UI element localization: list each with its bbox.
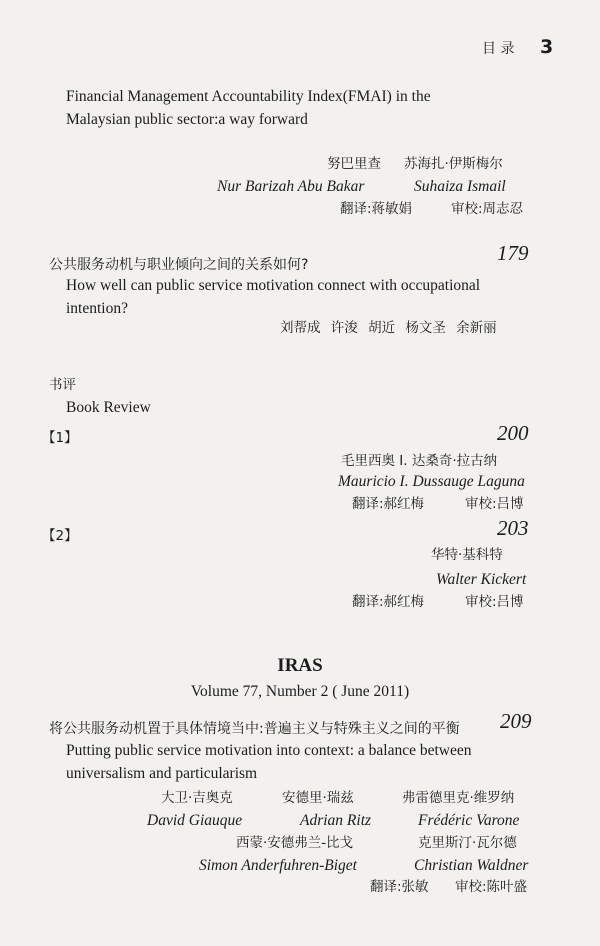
translator: 翻译:张敏 (370, 879, 429, 895)
reviewer: 审校:陈叶盛 (455, 879, 528, 895)
author-en: Suhaiza Ismail (414, 178, 506, 195)
entry-title-en: Malaysian public sector:a way forward (66, 111, 308, 128)
author-en: Mauricio I. Dussauge Laguna (338, 473, 525, 490)
author-en: David Giauque (147, 812, 243, 829)
author-en: Frédéric Varone (418, 812, 520, 829)
author-zh: 安德里·瑞兹 (282, 790, 354, 806)
journal-heading: IRAS (277, 655, 323, 676)
review-page-number: 200 (497, 421, 529, 445)
section-header: 目 录 (482, 41, 515, 57)
author-zh: 华特·基科特 (431, 547, 503, 563)
review-page-number: 203 (497, 516, 529, 540)
entry-page-number: 179 (497, 241, 529, 265)
author-zh: 努巴里查 (327, 156, 381, 172)
translator: 翻译:郝红梅 (352, 496, 425, 512)
entry-title-zh: 将公共服务动机置于具体情境当中:普遍主义与特殊主义之间的平衡 (49, 721, 460, 737)
author-en: Walter Kickert (436, 571, 527, 588)
entry-title-en: Putting public service motivation into context: a balance between (66, 742, 472, 759)
author-zh: 弗雷德里克·维罗纳 (402, 790, 515, 806)
author-zh: 苏海扎·伊斯梅尔 (404, 156, 503, 172)
reviewer: 审校:吕博 (465, 496, 524, 512)
reviewer: 审校:周志忍 (451, 201, 524, 217)
translator: 翻译:郝红梅 (352, 594, 425, 610)
section-heading-en: Book Review (66, 399, 151, 416)
entry-title-en: Financial Management Accountability Index(FMAI) in the (66, 88, 431, 105)
entry-page-number: 209 (500, 709, 532, 733)
review-marker: 【2】 (42, 528, 78, 544)
entry-title-en: intention? (66, 300, 128, 317)
author-en: Nur Barizah Abu Bakar (217, 178, 365, 195)
author-zh: 西蒙·安德弗兰-比戈 (236, 835, 354, 851)
author-en: Christian Waldner (414, 857, 529, 874)
author-en: Simon Anderfuhren-Biget (199, 857, 357, 874)
authors-zh: 刘帮成 许浚 胡近 杨文圣 余新丽 (280, 320, 497, 336)
page-number: 3 (540, 36, 554, 58)
author-zh: 毛里西奥 I. 达桑奇·拉古纳 (341, 453, 498, 469)
entry-title-en: How well can public service motivation connect with occupational (66, 277, 481, 294)
author-zh: 克里斯汀·瓦尔德 (418, 835, 517, 851)
review-marker: 【1】 (42, 430, 78, 446)
reviewer: 审校:吕博 (465, 594, 524, 610)
journal-volume: Volume 77, Number 2 ( June 2011) (190, 683, 410, 700)
entry-title-en: universalism and particularism (66, 765, 258, 782)
author-en: Adrian Ritz (300, 812, 372, 829)
translator: 翻译:蒋敏娟 (340, 201, 413, 217)
author-zh: 大卫·吉奥克 (161, 790, 233, 806)
entry-title-zh: 公共服务动机与职业倾向之间的关系如何? (49, 257, 309, 273)
section-heading-zh: 书评 (49, 377, 76, 393)
